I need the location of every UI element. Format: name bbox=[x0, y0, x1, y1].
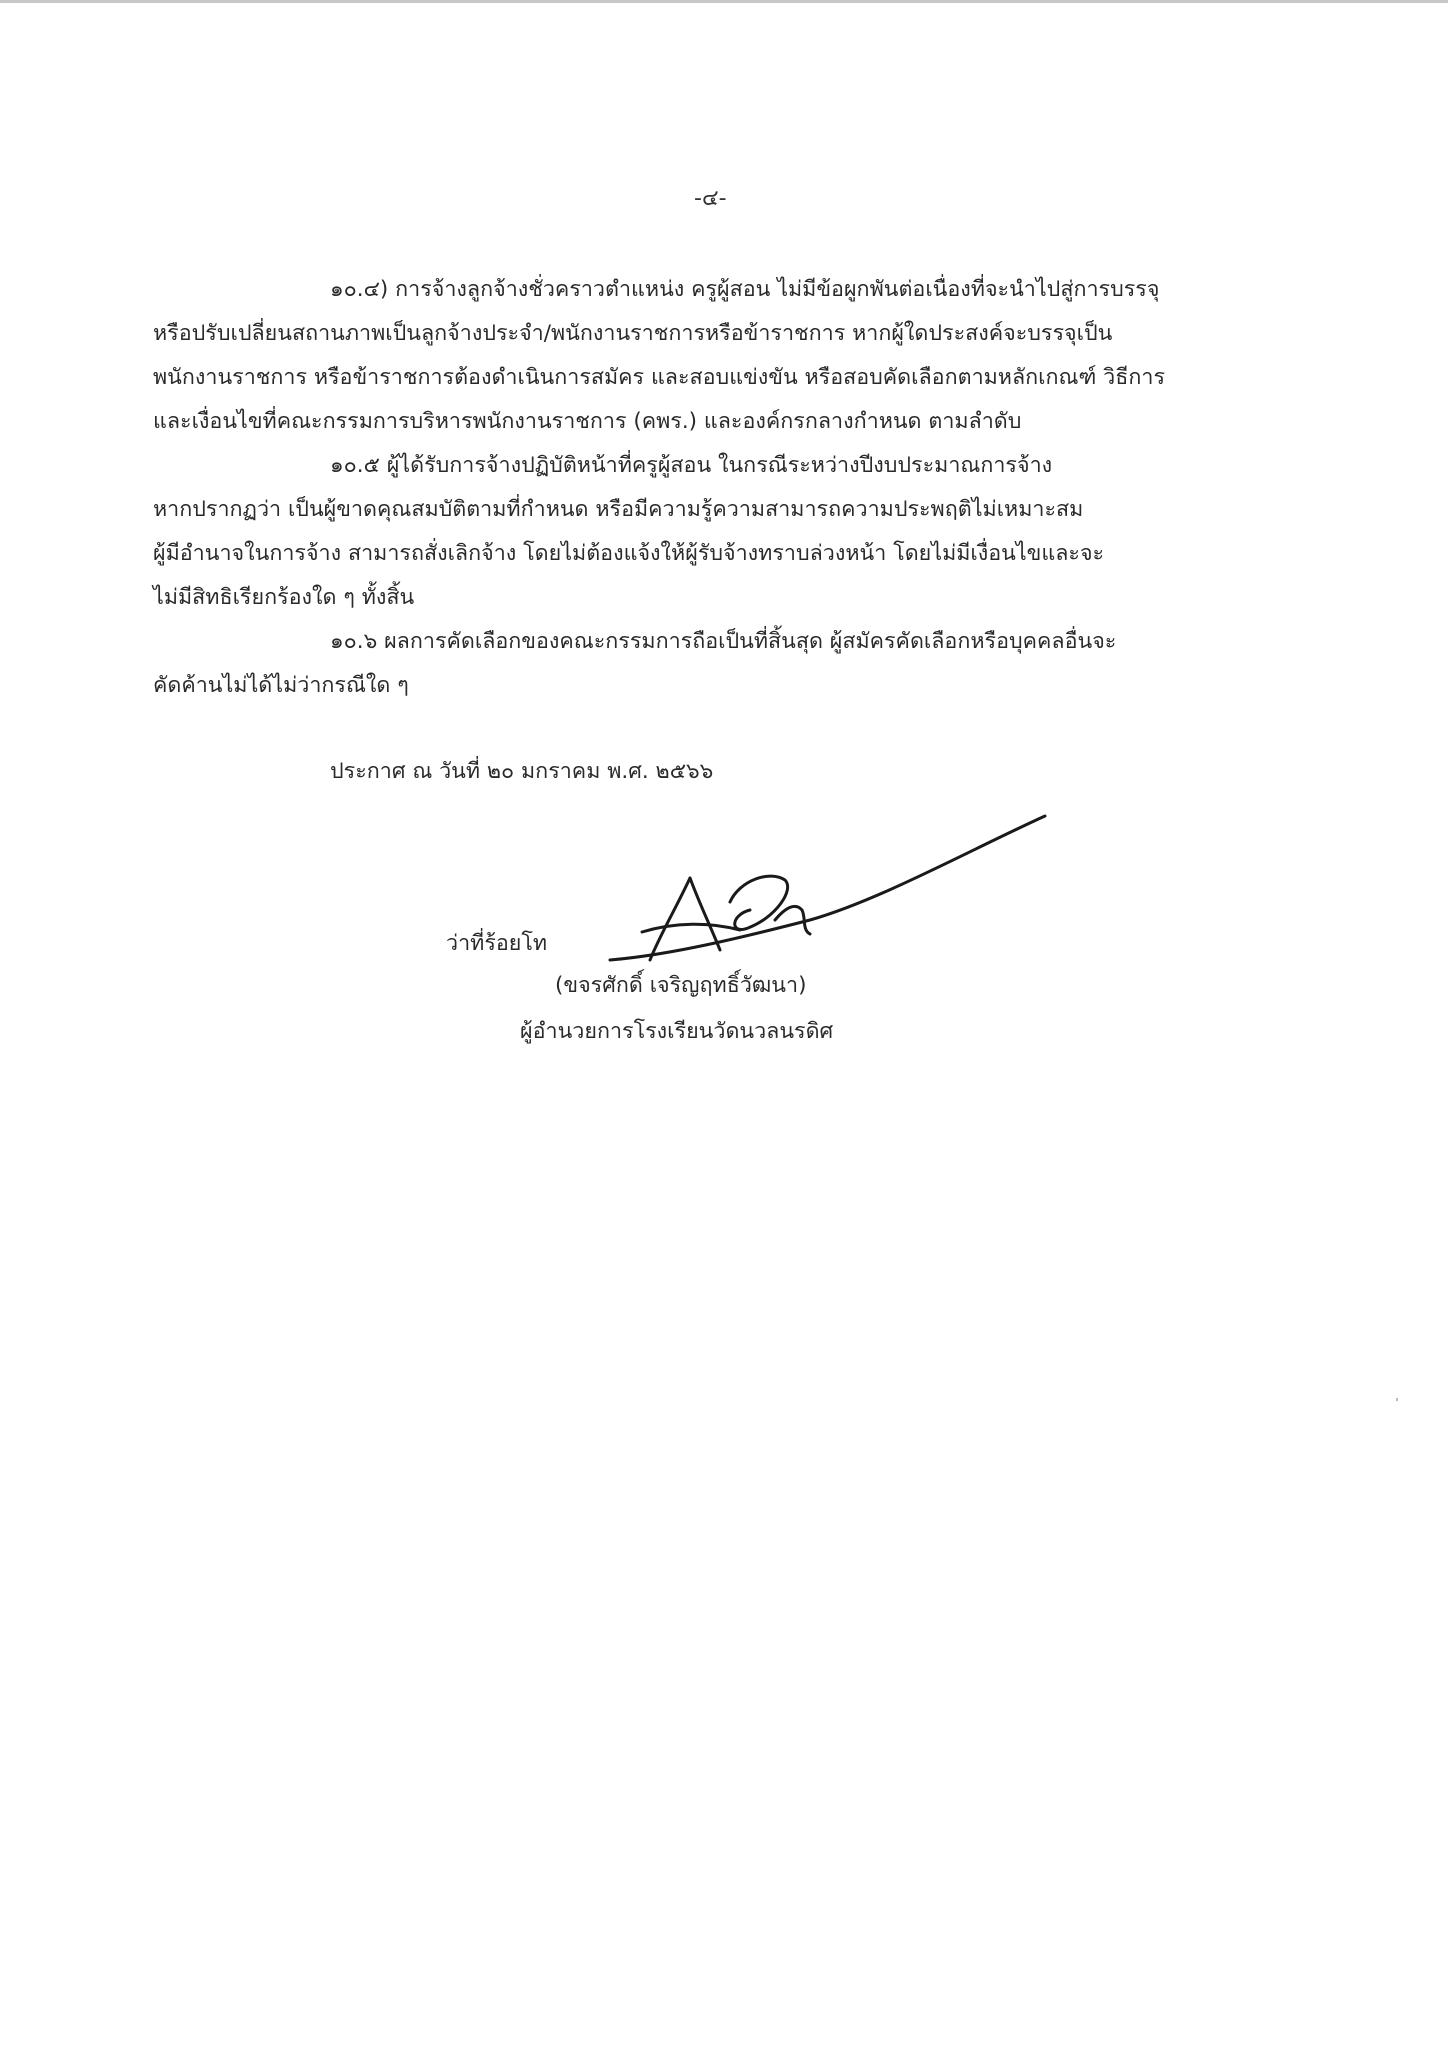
clause-10-4-line-4: และเงื่อนไขที่คณะกรรมการบริหารพนักงานราชการ (คพร.) และองค์กรกลางกำหนด ตามลำดับ bbox=[153, 409, 1022, 434]
clause-10-5-line-4: ไม่มีสิทธิเรียกร้องใด ๆ ทั้งสิ้น bbox=[153, 585, 415, 610]
page-top-edge bbox=[0, 0, 1448, 3]
clause-10-5-line-2: หากปรากฏว่า เป็นผู้ขาดคุณสมบัติตามที่กำหนด หรือมีความรู้ความสามารถความประพฤติไม่เหมาะสม bbox=[153, 497, 1084, 522]
signatory-rank: ว่าที่ร้อยโท bbox=[446, 931, 548, 956]
clause-10-6-line-1: ๑๐.๖ ผลการคัดเลือกของคณะกรรมการถือเป็นที่สิ้นสุด ผู้สมัครคัดเลือกหรือบุคคลอื่นจะ bbox=[330, 629, 1117, 654]
signatory-title: ผู้อำนวยการโรงเรียนวัดนวลนรดิศ bbox=[520, 1019, 834, 1044]
signatory-name: (ขจรศักดิ์ เจริญฤทธิ์วัฒนา) bbox=[555, 973, 807, 998]
clause-10-6-line-2: คัดค้านไม่ได้ไม่ว่ากรณีใด ๆ bbox=[153, 673, 409, 698]
clause-10-4-line-3: พนักงานราชการ หรือข้าราชการต้องดำเนินการสมัคร และสอบแข่งขัน หรือสอบคัดเลือกตามหลักเกณฑ์ วิธีการ bbox=[153, 365, 1166, 390]
clause-10-5-line-3: ผู้มีอำนาจในการจ้าง สามารถสั่งเลิกจ้าง โดยไม่ต้องแจ้งให้ผู้รับจ้างทราบล่วงหน้า โดยไม่มีเงื่อนไขและจะ bbox=[153, 541, 1105, 566]
handwritten-signature bbox=[580, 810, 1060, 980]
clause-10-5-line-1: ๑๐.๕ ผู้ได้รับการจ้างปฏิบัติหน้าที่ครูผู้สอน ในกรณีระหว่างปีงบประมาณการจ้าง bbox=[330, 453, 1053, 478]
page-number: -๔- bbox=[694, 186, 727, 211]
clause-10-4-line-2: หรือปรับเปลี่ยนสถานภาพเป็นลูกจ้างประจำ/พนักงานราชการหรือข้าราชการ หากผู้ใดประสงค์จะบรรจุเป็น bbox=[153, 321, 1113, 346]
clause-10-4-line-1: ๑๐.๔) การจ้างลูกจ้างชั่วคราวตำแหน่ง ครูผู้สอน ไม่มีข้อผูกพันต่อเนื่องที่จะนำไปสู่การบรรจุ bbox=[330, 277, 1160, 302]
scan-speck bbox=[1396, 1398, 1398, 1401]
announcement-date: ประกาศ ณ วันที่ ๒๐ มกราคม พ.ศ. ๒๕๖๖ bbox=[330, 759, 714, 784]
